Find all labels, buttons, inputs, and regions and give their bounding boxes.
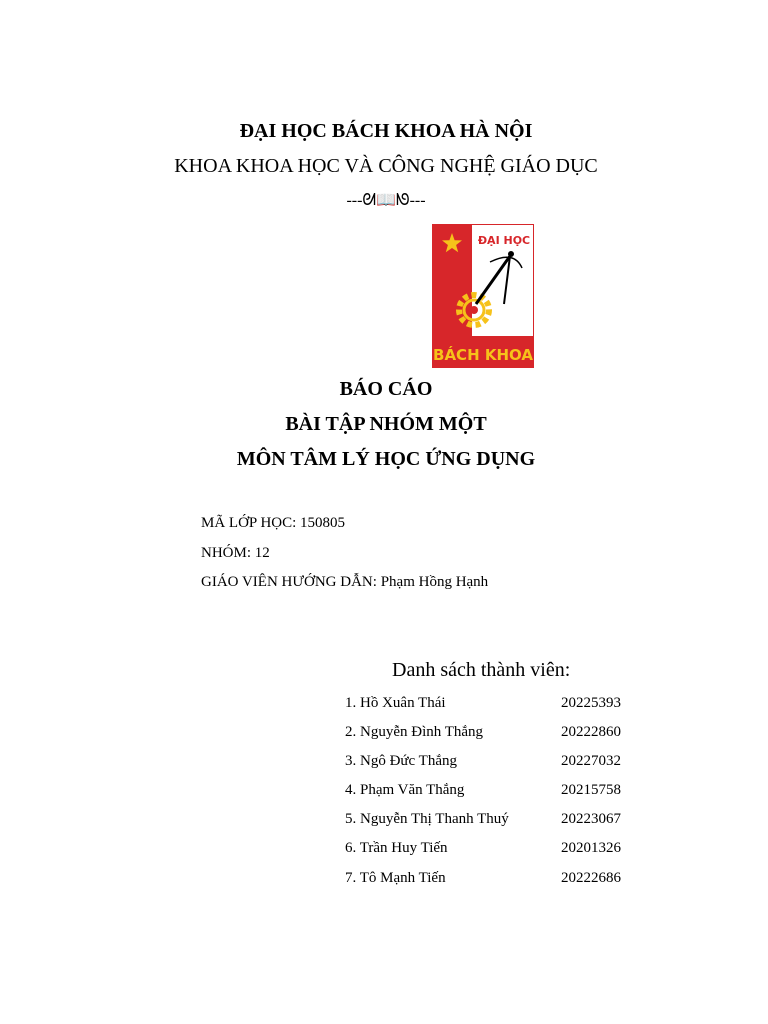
member-id: 20222860 [561, 724, 621, 740]
faculty-name: KHOA KHOA HỌC VÀ CÔNG NGHỆ GIÁO DỤC [174, 155, 598, 177]
teacher-value: Phạm Hồng Hạnh [380, 574, 489, 590]
subject-title: MÔN TÂM LÝ HỌC ỨNG DỤNG [236, 448, 536, 470]
group-label: NHÓM: [201, 545, 252, 561]
class-code-row [201, 515, 345, 532]
logo-bottom-text: BÁCH KHOA [433, 346, 533, 364]
assignment-title: BÀI TẬP NHÓM MỘT [285, 413, 487, 435]
teacher-label: GIÁO VIÊN HƯỚNG DẪN: [201, 574, 377, 590]
member-id: 20225393 [561, 695, 621, 711]
member-name: 4. Phạm Văn Thắng [345, 782, 465, 798]
member-name: 2. Nguyễn Đình Thắng [345, 724, 484, 740]
member-id: 20222686 [561, 870, 621, 886]
logo-top-text: ĐẠI HỌC [477, 234, 531, 247]
member-name: 6. Trần Huy Tiến [345, 840, 448, 856]
group-row [201, 545, 270, 562]
teacher-row [201, 574, 488, 591]
group-value: 12 [254, 545, 270, 561]
report-title: BÁO CÁO [339, 378, 433, 400]
university-name: ĐẠI HỌC BÁCH KHOA HÀ NỘI [239, 120, 533, 142]
member-name: 5. Nguyễn Thị Thanh Thuý [345, 811, 509, 827]
class-code-label: MÃ LỚP HỌC: [201, 515, 297, 531]
member-id: 20201326 [561, 840, 621, 856]
member-name: 7. Tô Mạnh Tiến [345, 870, 446, 886]
member-id: 20227032 [561, 753, 621, 769]
class-code-value: 150805 [300, 515, 346, 531]
member-id: 20223067 [561, 811, 621, 827]
hust-logo [432, 224, 534, 368]
member-name: 1. Hồ Xuân Thái [345, 695, 446, 711]
member-name: 3. Ngô Đức Thắng [345, 753, 458, 769]
member-id: 20215758 [561, 782, 621, 798]
divider-ornament: ---ᘛ📖ᘚ--- [346, 192, 426, 209]
members-title: Danh sách thành viên: [392, 659, 571, 681]
